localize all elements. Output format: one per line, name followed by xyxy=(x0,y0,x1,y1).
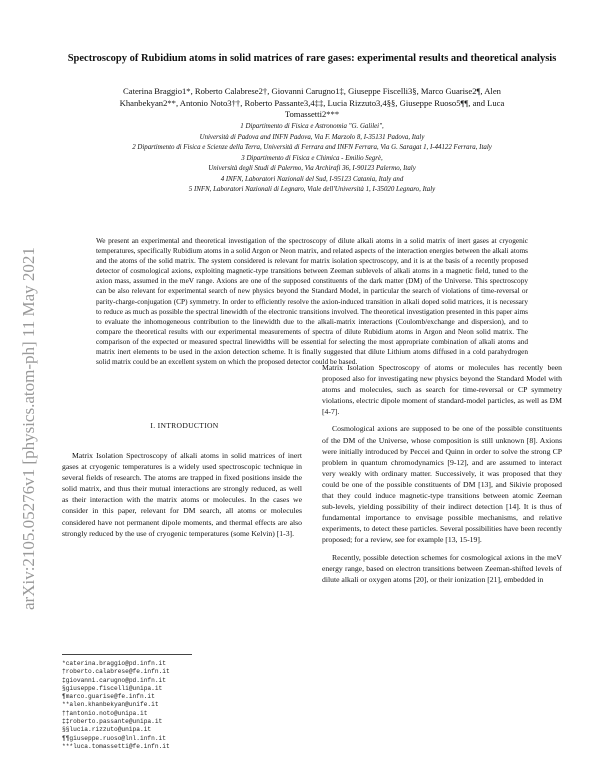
footnote-email: §giuseppe.fiscelli@unipa.it xyxy=(62,684,163,692)
footnote-rule xyxy=(62,654,192,655)
affiliation-line: 1 Dipartimento di Fisica e Astronomia "G. Galilei", xyxy=(240,123,384,130)
footnote-email: ¶marco.guarise@fe.infn.it xyxy=(62,693,155,701)
affiliations xyxy=(42,122,582,196)
paragraph: Cosmological axions are supposed to be one of the possible constituents of the DM of the Universe, whose composition is still unknown [8]. Axions were initially introduced by Peccei and Quinn in order to solve the strong CP problem in quantum chromodynamics [9-12], and are assumed to interact very weakly with ordinary matter. Successively, it was proposed that they could be one of the possible constituents of DM [13], and Sikivie proposed that they could induce magnetic-type transitions between atomic Zeeman sub-levels, yielding possibility of their indirect detection [14]. It is thus of fundamental importance to envisage possible mechanisms, and relative experiments, to detect these particles. Several possibilities have been recently proposed; for a review, see for example [13, 15-19]. xyxy=(322,424,562,545)
abstract: We present an experimental and theoretical investigation of the spectroscopy of dilute alkali atoms in a solid matrix of inert gases at cryogenic temperatures, specifically Rubidium atoms in a solid Argon or Neon matrix, and related aspects of the interaction energies between the alkali atoms and the atoms of the solid matrix. The system considered is relevant for matrix isolation spectroscopy, and it is at the basis of a recently proposed detector of cosmological axions, exploiting magnetic-type transitions between Zeeman sublevels of alkali atoms in a magnetic field, tuned to the axion mass, assumed in the meV range. Axions are one of the supposed constituents of the dark matter (DM) of the Universe. This spectroscopy can be also relevant for experimental search of new physics beyond the Standard Model, in particular the search of violations of time-reversal or parity-charge-conjugation (CP) symmetry. In order to efficiently resolve the axion-induced transition in alkali doped solid matrices, it is necessary to reduce as much as possible the spectral linewidth of the electronic transitions involved. The theoretical investigation presented in this paper aims to evaluate the inhomogeneous contribution to the linewidth due to the alkali-matrix interactions (Coulomb/exchange and dispersion), and to compare the theoretical results with our experimental measurements of spectra of dilute Rubidium atoms in Argon and Neon solid matrix. The comparison of the expected or measured spectral linewidths will be essential for selecting the most appropriate combination of alkali atoms and matrix inert elements to be used in the axion detection scheme. It is finally suggested that dilute Lithium atoms diffused in a cold parahydrogen solid matrix could be an excellent system on which the proposed detector could be based. xyxy=(96,236,528,367)
footnote-email: †roberto.calabrese@fe.infn.it xyxy=(62,668,170,676)
footnote-email: §§lucia.rizzuto@unipa.it xyxy=(62,726,152,734)
footnote-email: ‡giovanni.carugno@pd.infn.it xyxy=(62,676,166,684)
footnotes xyxy=(62,660,302,751)
section-heading: I. INTRODUCTION xyxy=(150,421,219,430)
affiliation-line: Università di Padova and INFN Padova, Via F. Marzolo 8, I-35131 Padova, Italy xyxy=(199,133,425,141)
paragraph: Matrix Isolation Spectroscopy of atoms or molecules has recently been proposed also for investigating new physics beyond the Standard Model with atoms and molecules, such as search for time-reversal or CP symmetry violations, electric dipole moment of standard-model particles, as well as DM [4-7]. xyxy=(322,363,562,417)
footnote-email: ¶¶giuseppe.ruoso@lnl.infn.it xyxy=(62,734,166,742)
arxiv-stamp xyxy=(12,200,42,620)
arxiv-stamp-text: arXiv:2105.05276v1 [physics.atom-ph] 11 May 2021 xyxy=(19,247,38,610)
paragraph: Recently, possible detection schemes for cosmological axions in the meV energy range, based on electron transitions between Zeeman-shifted levels of dilute alkali or oxygen atoms [20], or their ionization [21], embedded in xyxy=(322,552,562,584)
footnote-email: ‡‡roberto.passante@unipa.it xyxy=(62,718,163,726)
affiliation-line: 2 Dipartimento di Fisica e Scienze della Terra, Università di Ferrara and INFN Ferrara, Via G. Saragat 1, I-44122 Ferrara, Italy xyxy=(132,144,492,151)
affiliation-line: 4 INFN, Laboratori Nazionali del Sud, I-95123 Catania, Italy and xyxy=(220,175,404,183)
paper-title: Spectroscopy of Rubidium atoms in solid matrices of rare gases: experimental results and theoretical analysis xyxy=(67,53,557,64)
author-list: Caterina Braggio1*, Roberto Calabrese2†, Giovanni Carugno1‡, Giuseppe Fiscelli3§, Marco Guarise2¶, Alen Khanbekyan2**, Antonio Noto3††, Roberto Passante3,4‡‡, Lucia Rizzuto3,4§§, Giuseppe Ruoso5¶¶, and Luca Tomassetti2*** xyxy=(119,86,505,119)
affiliation-line: 5 INFN, Laboratori Nazionali di Legnaro, Viale dell'Università 1, I-35020 Legnaro, Italy xyxy=(188,186,436,193)
footnote-email: ††antonio.noto@unipa.it xyxy=(62,709,148,717)
right-column xyxy=(322,362,562,591)
footnote-email: **alen.khanbekyan@unife.it xyxy=(62,701,159,709)
affiliation-line: Università degli Studi di Palermo, Via Archirafi 36, I-90123 Palermo, Italy xyxy=(208,165,416,172)
left-column xyxy=(62,450,302,545)
footnote-email: *caterina.braggio@pd.infn.it xyxy=(62,660,166,667)
footnote-email: ***luca.tomassetti@fe.infn.it xyxy=(62,742,170,750)
affiliation-line: 3 Dipartimento di Fisica e Chimica - Emilio Segrè, xyxy=(241,154,383,162)
paragraph: Matrix Isolation Spectroscopy of alkali atoms in solid matrices of inert gases at cryogenic temperatures is a widely used spectroscopic technique in several fields of research. The atoms are trapped in fixed positions inside the solid matrix, and thus their mutual interactions are strongly reduced, as well as their interaction with the matrix atoms or molecules. In the cases we consider in this paper, relevant for DM search, all atoms or molecules considered have not permanent dipole moments, and thermal effects are also strongly reduced by the use of cryogenic temperatures (some Kelvin) [1-3]. xyxy=(62,451,302,538)
